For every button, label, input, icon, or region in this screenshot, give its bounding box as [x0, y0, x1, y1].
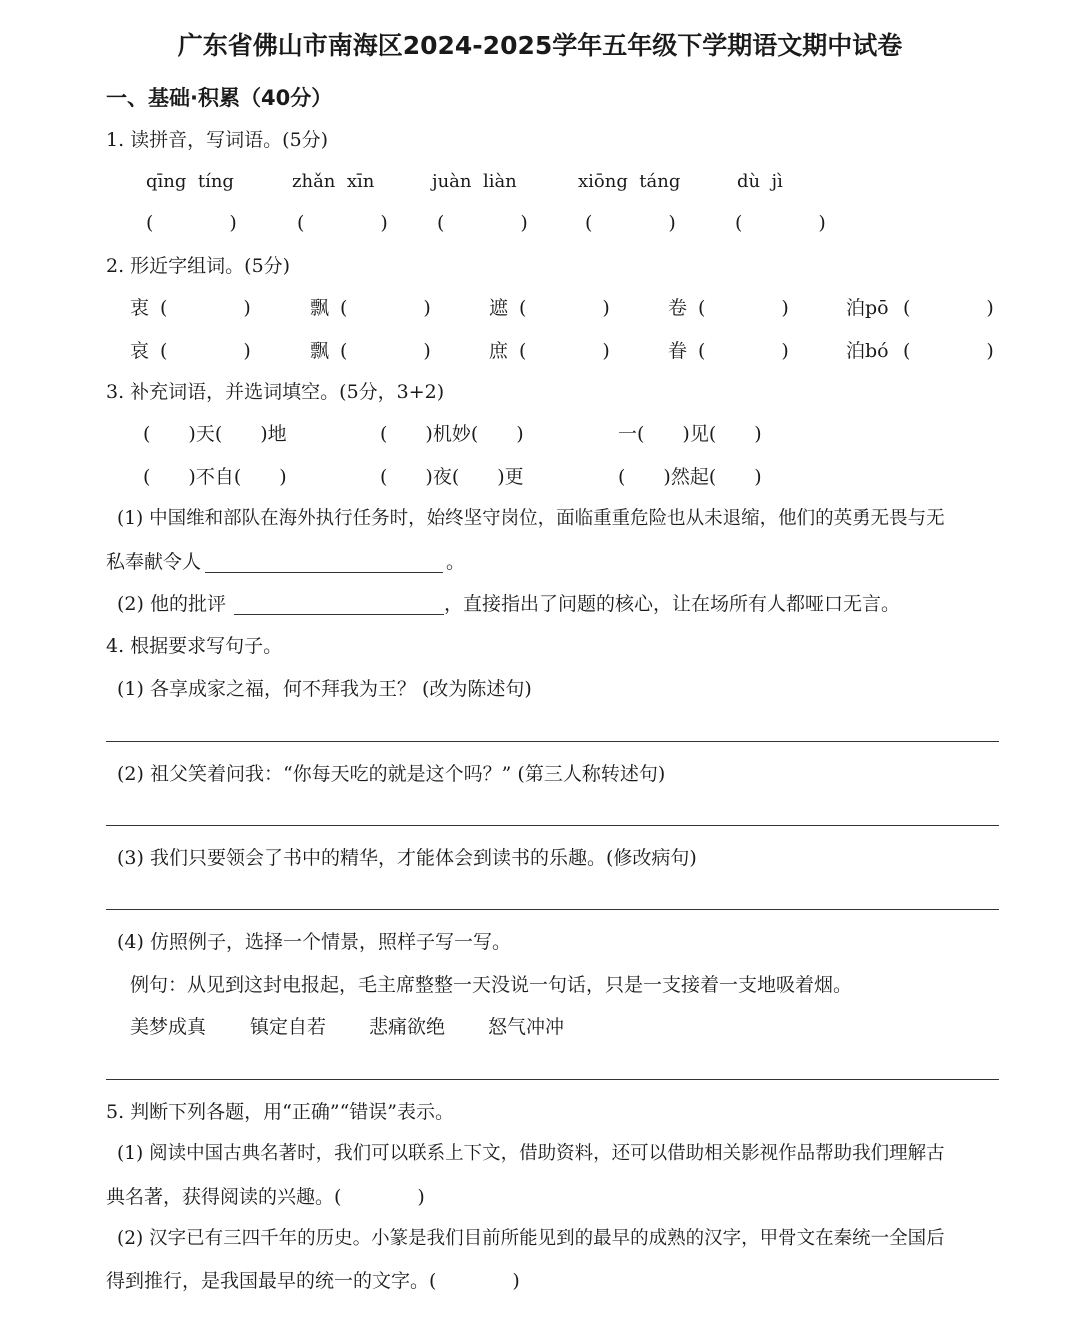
answer-box-4[interactable]: ( ): [585, 212, 676, 234]
scenario-choice: 镇定自若: [250, 1016, 327, 1038]
idiom-fill[interactable]: 一( )见( ): [618, 423, 762, 445]
answer-box[interactable]: ( ): [340, 340, 431, 362]
answer-box[interactable]: ( ): [160, 297, 251, 319]
similar-char: 庶: [489, 340, 509, 362]
judge-item-2-line-1: (2) 汉字已有三四千年的历史。小篆是我们目前所能见到的最早的成熟的汉字，甲骨文在秦统一全国后: [117, 1228, 945, 1249]
answer-box-2[interactable]: ( ): [297, 212, 388, 234]
fill-sentence-1-line-2: 私奉献令人: [106, 551, 202, 573]
idiom-fill[interactable]: ( )然起( ): [618, 466, 762, 488]
answer-line[interactable]: [106, 825, 999, 826]
fill-sentence-2-end: ，直接指出了问题的核心，让在场所有人都哑口无言。: [444, 593, 901, 615]
scenario-choice: 悲痛欲绝: [369, 1016, 446, 1038]
example-sentence: 例句：从见到这封电报起，毛主席整整一天没说一句话，只是一支接着一支地吸着烟。: [130, 974, 853, 996]
pinyin-3: juàn liàn: [432, 171, 517, 192]
answer-box[interactable]: ( ): [519, 297, 610, 319]
judge-item-2-line-2: 得到推行，是我国最早的统一的文字。( ): [106, 1270, 520, 1292]
answer-blank[interactable]: [205, 572, 443, 573]
answer-box-3[interactable]: ( ): [437, 212, 528, 234]
rewrite-sentence-3: (3) 我们只要领会了书中的精华，才能体会到读书的乐趣。(修改病句): [117, 847, 697, 869]
fill-sentence-1-end: 。: [446, 551, 466, 573]
idiom-fill[interactable]: ( )机妙( ): [380, 423, 524, 445]
answer-line[interactable]: [106, 909, 999, 910]
question-2-stem: 2. 形近字组词。(5分): [106, 255, 291, 277]
rewrite-sentence-4: (4) 仿照例子，选择一个情景，照样子写一写。: [117, 931, 511, 953]
pinyin-4: xiōng táng: [578, 171, 681, 192]
question-1-stem: 1. 读拼音，写词语。(5分): [106, 129, 329, 151]
similar-char: 飘: [310, 297, 330, 319]
answer-box[interactable]: ( ): [698, 340, 789, 362]
question-4-stem: 4. 根据要求写句子。: [106, 635, 283, 657]
similar-char: 泊bó: [846, 340, 889, 362]
question-3-stem: 3. 补充词语，并选词填空。(5分，3+2): [106, 381, 445, 403]
scenario-choice: 美梦成真: [130, 1016, 207, 1038]
answer-blank[interactable]: [234, 614, 444, 615]
judge-item-1-line-2: 典名著，获得阅读的兴趣。( ): [106, 1186, 425, 1208]
answer-box-1[interactable]: ( ): [146, 212, 237, 234]
similar-char: 卷: [668, 297, 688, 319]
answer-line[interactable]: [106, 741, 999, 742]
pinyin-2: zhǎn xīn: [292, 171, 375, 192]
similar-char: 衷: [130, 297, 150, 319]
answer-box[interactable]: ( ): [160, 340, 251, 362]
fill-sentence-2-start: (2) 他的批评: [117, 593, 226, 615]
answer-box[interactable]: ( ): [903, 340, 994, 362]
idiom-fill[interactable]: ( )天( )地: [143, 423, 287, 445]
idiom-fill[interactable]: ( )夜( )更: [380, 466, 524, 488]
section-heading: 一、基础·积累（40分）: [106, 86, 333, 110]
similar-char: 眷: [668, 340, 688, 362]
similar-char: 飘: [310, 340, 330, 362]
answer-line[interactable]: [106, 1079, 999, 1080]
rewrite-sentence-2: (2) 祖父笑着问我：“你每天吃的就是这个吗？” (第三人称转述句): [117, 763, 666, 785]
answer-box-5[interactable]: ( ): [735, 212, 826, 234]
pinyin-1: qīng tíng: [146, 171, 234, 192]
similar-char: 哀: [130, 340, 150, 362]
rewrite-sentence-1: (1) 各享成家之福，何不拜我为王？ (改为陈述句): [117, 678, 532, 700]
judge-item-1-line-1: (1) 阅读中国古典名著时，我们可以联系上下文，借助资料，还可以借助相关影视作品帮助我们理解古: [117, 1143, 945, 1164]
pinyin-5: dù jì: [737, 171, 783, 192]
scenario-choice: 怒气冲冲: [488, 1016, 565, 1038]
idiom-fill[interactable]: ( )不自( ): [143, 466, 287, 488]
exam-title: 广东省佛山市南海区2024-2025学年五年级下学期语文期中试卷: [177, 31, 903, 60]
similar-char: 遮: [489, 297, 509, 319]
similar-char: 泊pō: [846, 297, 889, 319]
answer-box[interactable]: ( ): [340, 297, 431, 319]
answer-box[interactable]: ( ): [519, 340, 610, 362]
fill-sentence-1-line-1: (1) 中国维和部队在海外执行任务时，始终坚守岗位，面临重重危险也从未退缩，他们的英勇无畏与无: [117, 508, 945, 529]
question-5-stem: 5. 判断下列各题，用“正确”“错误”表示。: [106, 1101, 455, 1123]
answer-box[interactable]: ( ): [903, 297, 994, 319]
answer-box[interactable]: ( ): [698, 297, 789, 319]
